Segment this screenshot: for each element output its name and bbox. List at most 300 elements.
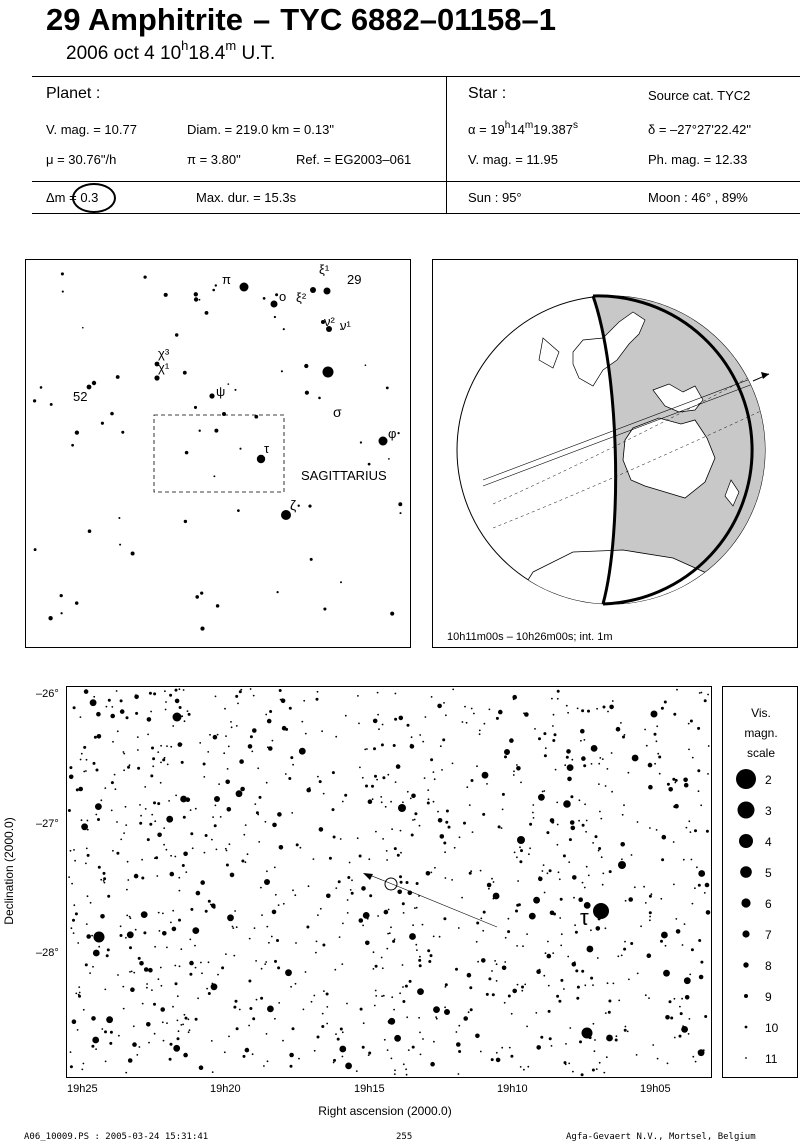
chart-field-star: [115, 788, 117, 790]
chart-field-star: [594, 1039, 596, 1041]
chart-field-star: [698, 939, 701, 942]
chart-field-star: [172, 1006, 174, 1008]
chart-field-star: [189, 939, 191, 941]
chart-field-star: [277, 966, 280, 969]
chart-field-star: [414, 812, 417, 815]
chart-field-star: [628, 897, 633, 902]
chart-field-star: [127, 879, 129, 881]
finder-field-star: [164, 293, 168, 297]
chart-field-star: [96, 712, 101, 717]
chart-field-star: [164, 690, 166, 692]
chart-field-star: [572, 1071, 574, 1073]
chart-field-star: [527, 1066, 529, 1068]
chart-field-star: [504, 755, 507, 758]
chart-field-star: [663, 970, 670, 977]
chart-field-star: [111, 706, 113, 708]
chart-field-star: [514, 852, 516, 854]
chart-field-star: [594, 1050, 596, 1052]
chart-field-star: [683, 859, 685, 861]
chart-field-star: [502, 793, 505, 796]
chart-field-star: [120, 925, 122, 927]
chart-field-star: [621, 955, 623, 957]
chart-field-star: [248, 744, 253, 749]
chart-field-star: [419, 1032, 421, 1034]
chart-field-star: [208, 961, 210, 963]
chart-field-star: [640, 925, 642, 927]
chart-field-star: [488, 888, 490, 890]
chart-field-star: [605, 785, 607, 787]
chart-field-star: [660, 940, 663, 943]
chart-field-star: [592, 842, 594, 844]
chart-field-star: [535, 1012, 537, 1014]
chart-field-star: [136, 1054, 138, 1056]
chart-field-star: [326, 1023, 328, 1025]
chart-field-star: [153, 801, 156, 804]
chart-field-star: [575, 931, 578, 934]
finder-field-star: [116, 375, 120, 379]
finder-field-star: [386, 386, 389, 389]
chart-field-star: [704, 699, 707, 702]
info-divider: [446, 76, 447, 213]
chart-field-star: [326, 1006, 328, 1008]
chart-field-star: [245, 861, 247, 863]
finder-field-star: [60, 594, 63, 597]
chart-field-star: [185, 871, 187, 873]
chart-field-star: [350, 889, 352, 891]
chart-field-star: [676, 929, 681, 934]
chart-field-star: [153, 692, 156, 695]
chart-field-star: [631, 854, 633, 856]
finder-field-star: [310, 558, 313, 561]
chart-field-star: [624, 941, 626, 943]
chart-field-star: [79, 992, 81, 994]
finder-field-star: [304, 364, 308, 368]
chart-field-star: [178, 877, 180, 879]
chart-field-star: [481, 958, 486, 963]
chart-field-star: [190, 908, 193, 911]
chart-field-star: [566, 756, 569, 759]
chart-field-star: [661, 932, 668, 939]
chart-field-star: [382, 776, 385, 779]
chart-field-star: [137, 767, 140, 770]
chart-field-star: [221, 966, 224, 969]
chart-field-star: [340, 838, 342, 840]
planet-parallax: π = 3.80": [187, 152, 241, 167]
chart-field-star: [116, 821, 118, 823]
chart-field-star: [250, 688, 252, 690]
chart-field-star: [590, 977, 593, 980]
chart-field-star: [591, 763, 593, 765]
chart-field-star: [599, 811, 601, 813]
asteroid-track: [367, 874, 497, 927]
chart-field-star: [334, 969, 336, 971]
chart-field-star: [605, 1012, 607, 1014]
chart-field-star: [261, 968, 263, 970]
finder-bright-star: [92, 381, 96, 385]
chart-field-star: [317, 1036, 320, 1039]
chart-field-star: [226, 850, 228, 852]
chart-field-star: [434, 867, 436, 869]
chart-field-star: [373, 747, 376, 750]
chart-field-star: [386, 948, 388, 950]
finder-field-star: [390, 612, 394, 616]
chart-field-star: [624, 734, 626, 736]
chart-field-star: [149, 692, 152, 695]
star-ra: [468, 120, 578, 137]
chart-field-star: [402, 801, 404, 803]
chart-field-star: [598, 847, 601, 850]
chart-field-star: [501, 827, 503, 829]
finder-field-star: [75, 601, 78, 604]
chart-field-star: [251, 751, 253, 753]
chart-field-star: [673, 884, 675, 886]
chart-field-star: [83, 746, 86, 749]
chart-field-star: [335, 1033, 337, 1035]
chart-field-star: [607, 982, 609, 984]
chart-field-star: [519, 846, 521, 848]
chart-field-star: [70, 1065, 73, 1068]
chart-field-star: [290, 756, 293, 759]
chart-field-star: [345, 715, 347, 717]
chart-field-star: [200, 880, 205, 885]
chart-field-star: [189, 1029, 191, 1031]
chart-field-star: [585, 831, 587, 833]
finder-field-star: [33, 399, 36, 402]
chart-field-star: [466, 722, 468, 724]
chart-field-star: [430, 954, 433, 957]
chart-field-star: [73, 904, 75, 906]
chart-field-star: [652, 1044, 654, 1046]
chart-field-star: [680, 1012, 683, 1015]
chart-field-star: [381, 995, 383, 997]
chart-field-star: [557, 698, 559, 700]
chart-field-star: [342, 1056, 344, 1058]
chart-field-star: [169, 694, 172, 697]
chart-field-star: [628, 979, 630, 981]
chart-field-star: [263, 1065, 265, 1067]
chart-field-star: [241, 860, 244, 863]
chart-field-star: [411, 794, 416, 799]
chart-field-star: [458, 1073, 460, 1075]
chart-field-star: [165, 709, 167, 711]
chart-field-star: [551, 1045, 553, 1047]
chart-field-star: [637, 973, 639, 975]
chart-field-star: [103, 880, 105, 882]
chart-field-star: [91, 1045, 94, 1048]
chart-field-star: [378, 728, 380, 730]
star-vmag: V. mag. = 11.95: [468, 152, 558, 167]
chart-field-star: [75, 993, 77, 995]
chart-field-star: [707, 773, 709, 775]
chart-field-star: [697, 769, 700, 772]
chart-field-star: [405, 985, 408, 988]
chart-field-star: [264, 963, 266, 965]
chart-field-star: [86, 759, 88, 761]
chart-field-star: [180, 796, 187, 803]
chart-field-star: [183, 816, 186, 819]
chart-field-star: [444, 851, 446, 853]
chart-field-star: [228, 1036, 230, 1038]
chart-field-star: [598, 783, 600, 785]
chart-field-star: [502, 966, 507, 971]
chart-field-star: [692, 903, 694, 905]
chart-field-star: [416, 949, 418, 951]
chart-field-star: [335, 736, 337, 738]
chart-field-star: [679, 1035, 682, 1038]
chart-field-star: [658, 756, 661, 759]
chart-field-star: [516, 945, 518, 947]
chart-field-star: [425, 716, 427, 718]
chart-field-star: [162, 1021, 164, 1023]
chart-field-star: [400, 852, 402, 854]
finder-bright-star: [323, 367, 334, 378]
chart-field-star: [288, 777, 291, 780]
chart-field-star: [172, 910, 174, 912]
scale-mag-4: 4: [765, 835, 772, 849]
ra-s-sup: s: [572, 120, 578, 131]
chart-field-star: [228, 746, 230, 748]
chart-field-star: [335, 887, 337, 889]
chart-field-star: [158, 978, 160, 980]
finder-field-star: [318, 397, 321, 400]
chart-field-star: [656, 725, 658, 727]
chart-field-star: [147, 717, 152, 722]
chart-field-star: [197, 997, 199, 999]
chart-field-star: [216, 849, 218, 851]
sun-elongation: Sun : 95°: [468, 190, 522, 205]
chart-field-star: [342, 1031, 344, 1033]
chart-field-star: [387, 1049, 389, 1051]
chart-field-star: [704, 892, 706, 894]
chart-field-star: [258, 841, 260, 843]
chart-field-star: [669, 1000, 672, 1003]
chart-field-star: [292, 1027, 295, 1030]
scale-mag-9: 9: [765, 990, 772, 1004]
chart-field-star: [445, 986, 447, 988]
chart-field-star: [211, 1040, 213, 1042]
chart-field-star: [93, 762, 96, 765]
chart-field-star: [182, 1024, 184, 1026]
chart-field-star: [661, 858, 664, 861]
chart-field-star: [93, 950, 100, 957]
chart-field-star: [366, 748, 368, 750]
chart-field-star: [314, 1050, 316, 1052]
chart-field-star: [399, 992, 401, 994]
chart-field-star: [154, 1033, 156, 1035]
chart-field-star: [322, 1013, 324, 1015]
globe-svg: [433, 260, 797, 647]
chart-field-star: [68, 809, 71, 812]
chart-field-star: [166, 745, 168, 747]
chart-field-star: [174, 856, 176, 858]
chart-field-star: [300, 847, 302, 849]
chart-field-star: [166, 816, 173, 823]
finder-field-star: [276, 591, 278, 593]
chart-field-star: [223, 752, 225, 754]
chart-field-star: [282, 726, 287, 731]
chart-field-star: [78, 986, 80, 988]
scale-dot-6: [741, 898, 750, 907]
chart-field-star: [170, 872, 175, 877]
max-duration: Max. dur. = 15.3s: [196, 190, 297, 205]
chart-field-star: [227, 768, 229, 770]
chart-field-star: [157, 833, 162, 838]
chart-field-star: [609, 870, 612, 873]
chart-field-star: [402, 902, 405, 905]
finder-field-star: [194, 406, 197, 409]
chart-field-star: [396, 764, 401, 769]
chart-field-star: [213, 735, 218, 740]
finder-bright-star: [154, 375, 159, 380]
chart-field-star: [344, 794, 347, 797]
chart-field-star: [649, 911, 652, 914]
chart-field-star: [137, 736, 139, 738]
chart-field-star: [520, 1066, 522, 1068]
chart-field-star: [388, 909, 390, 911]
chart-field-star: [568, 1063, 570, 1065]
chart-field-star: [189, 973, 192, 976]
chart-field-star: [412, 924, 414, 926]
chart-field-star: [83, 1063, 85, 1065]
chart-field-star: [536, 1045, 541, 1050]
chart-field-star: [333, 836, 336, 839]
chart-field-star: [160, 1007, 165, 1012]
chart-field-star: [153, 1003, 156, 1006]
chart-field-star: [282, 1040, 284, 1042]
chart-field-star: [673, 805, 676, 808]
chart-field-star: [346, 1003, 348, 1005]
chart-field-star: [125, 824, 127, 826]
chart-field-star: [690, 831, 692, 833]
chart-field-star: [649, 919, 651, 921]
chart-field-star: [185, 1017, 188, 1020]
chart-field-star: [526, 933, 528, 935]
chart-field-star: [509, 738, 514, 743]
planet-ref: Ref. = EG2003–061: [296, 152, 412, 167]
minute-sup: m: [225, 38, 237, 53]
finder-field-star: [323, 607, 326, 610]
chart-field-star: [160, 967, 162, 969]
chart-field-star: [69, 766, 72, 769]
chart-field-star: [599, 1062, 601, 1064]
chart-field-star: [470, 1008, 473, 1011]
chart-field-star: [106, 706, 108, 708]
chart-field-star: [434, 778, 436, 780]
chart-field-star: [289, 707, 292, 710]
chart-field-star: [91, 935, 93, 937]
chart-field-star: [436, 1018, 438, 1020]
chart-field-star: [568, 861, 570, 863]
chart-field-star: [377, 915, 379, 917]
chart-field-star: [148, 968, 153, 973]
finder-bright-star: [222, 412, 226, 416]
chart-field-star: [563, 854, 566, 857]
chart-field-star: [104, 1030, 107, 1033]
chart-field-star: [454, 847, 456, 849]
finder-bright-star: [310, 287, 316, 293]
chart-field-star: [374, 775, 377, 778]
chart-field-star: [665, 1015, 670, 1020]
chart-field-star: [508, 995, 511, 998]
chart-field-star: [701, 692, 703, 694]
chart-field-star: [660, 898, 662, 900]
chart-field-star: [239, 1009, 241, 1011]
chart-field-star: [469, 986, 472, 989]
chart-field-star: [422, 741, 424, 743]
chart-field-star: [516, 904, 519, 907]
chart-field-star: [145, 808, 147, 810]
chart-field-star: [317, 691, 319, 693]
chart-field-star: [403, 912, 405, 914]
chart-field-star: [339, 1046, 346, 1053]
chart-field-star: [135, 929, 137, 931]
chart-field-star: [539, 876, 541, 878]
chart-field-star: [458, 927, 460, 929]
chart-field-star: [704, 1015, 707, 1018]
chart-field-star: [127, 931, 134, 938]
chart-field-star: [387, 933, 389, 935]
chart-field-star: [135, 712, 138, 715]
chart-field-star: [236, 790, 243, 797]
chart-field-star: [183, 852, 188, 857]
chart-field-star: [684, 783, 689, 788]
chart-field-star: [110, 714, 115, 719]
scale-title-1: Vis.: [751, 706, 771, 720]
chart-field-star: [166, 947, 168, 949]
chart-field-star: [92, 966, 94, 968]
chart-field-star: [422, 1038, 424, 1040]
chart-field-star: [100, 799, 102, 801]
chart-field-star: [668, 787, 673, 792]
chart-field-star: [315, 952, 317, 954]
chart-field-star: [157, 751, 159, 753]
chart-field-star: [696, 866, 698, 868]
chart-field-star: [141, 911, 148, 918]
chart-field-star: [256, 999, 258, 1001]
planet-vmag: V. mag. = 10.77: [46, 122, 137, 137]
chart-field-star: [536, 969, 541, 974]
chart-field-star: [253, 695, 255, 697]
chart-field-star: [475, 1034, 480, 1039]
chart-field-star: [584, 984, 586, 986]
chart-field-star: [567, 956, 569, 958]
chart-field-star: [342, 923, 344, 925]
finder-field-star: [62, 291, 64, 293]
chart-field-star: [430, 758, 433, 761]
chart-field-star: [433, 1006, 440, 1013]
chart-field-star: [80, 759, 82, 761]
star-dec: δ = –27°27'22.42": [648, 122, 752, 137]
chart-field-star: [416, 907, 418, 909]
title-separator: –: [252, 2, 271, 37]
chart-field-star: [90, 699, 97, 706]
finder-field-star: [50, 403, 53, 406]
chart-field-star: [557, 690, 560, 693]
chart-field-star: [623, 948, 626, 951]
chart-field-star: [141, 877, 144, 880]
chart-field-star: [698, 790, 700, 792]
chart-field-star: [697, 727, 700, 730]
chart-field-star: [408, 1049, 410, 1051]
chart-field-star: [317, 776, 319, 778]
chart-field-star: [496, 980, 498, 982]
chart-field-star: [695, 1061, 697, 1063]
chart-bright-star: [398, 804, 406, 812]
chart-field-star: [561, 933, 563, 935]
finder-bright-star: [209, 393, 214, 398]
finder-field-star: [263, 297, 266, 300]
finder-field-star: [184, 520, 187, 523]
